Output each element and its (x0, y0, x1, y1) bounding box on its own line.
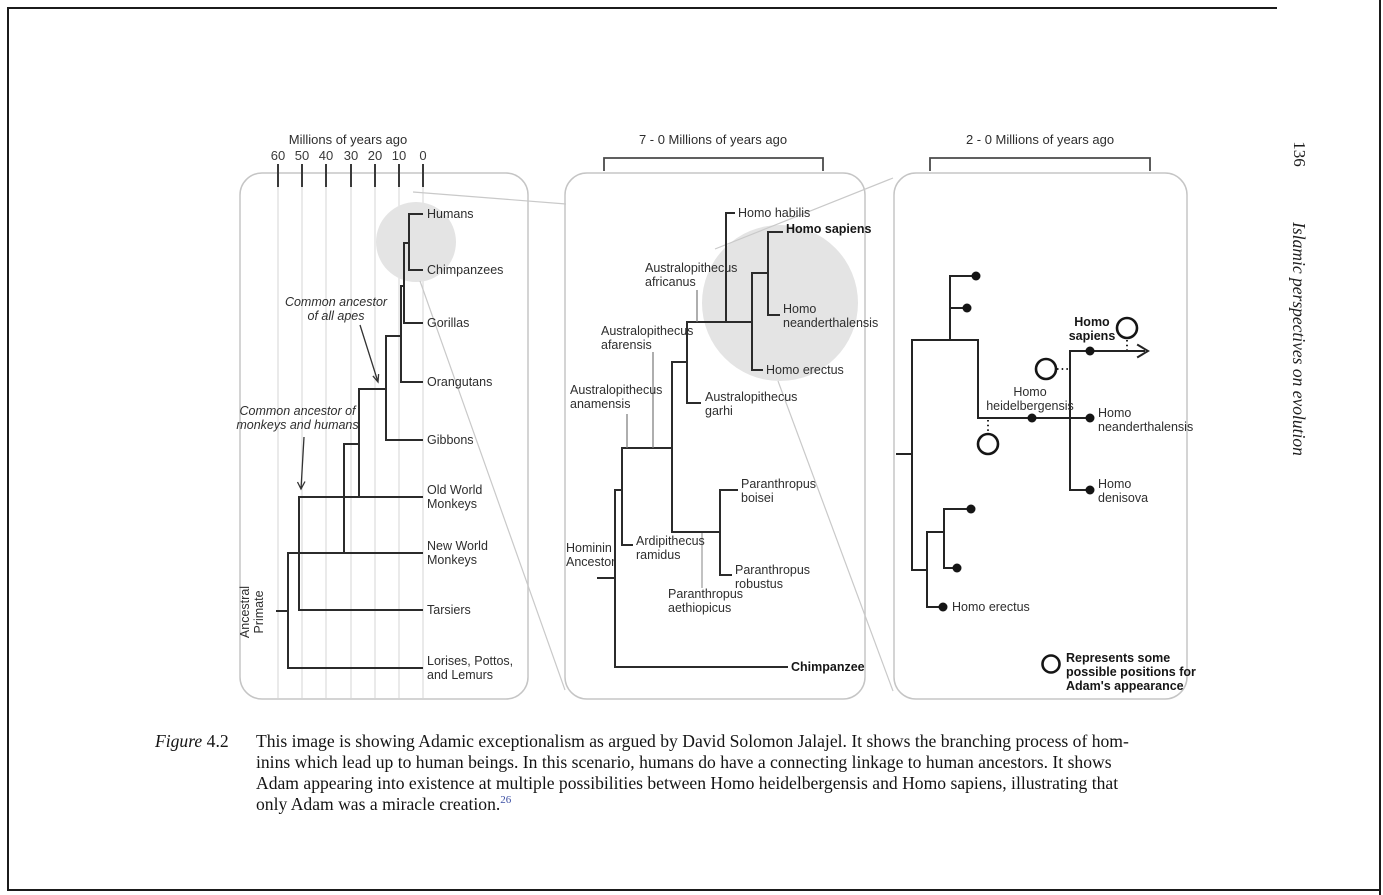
middle-range-bracket (604, 158, 823, 171)
taxon-australopithecus-anamensis: Australopithecus anamensis (570, 383, 663, 411)
leaf-chimpanzees: Chimpanzees (427, 263, 504, 277)
figure-caption-label (155, 731, 229, 752)
taxon-chimpanzee: Chimpanzee (791, 660, 865, 674)
leaf-tarsiers: Tarsiers (427, 603, 471, 617)
right-range-title: 2 - 0 Millions of years ago (965, 132, 1115, 147)
running-head: Islamic perspectives on evolution (1289, 222, 1309, 456)
taxon-homo-denisova: Homo denisova (1098, 477, 1149, 505)
taxon-paranthropus-aethiopicus: Paranthropus aethiopicus (668, 587, 744, 615)
tick-50: 50 (294, 148, 310, 163)
taxon-australopithecus-garhi: Australopithecus garhi (705, 390, 798, 418)
right-range-bracket (930, 158, 1150, 171)
caption-line-1: This image is showing Adamic exceptionalism as argued by David Solomon Jalajel. It shows the branching process of hom- (256, 731, 1129, 751)
tick-0: 0 (419, 148, 427, 163)
annotation-common-ancestor-apes: Common ancestor of all apes (284, 295, 388, 323)
taxon-homo-erectus-mid: Homo erectus (766, 363, 844, 377)
taxon-australopithecus-afarensis: Australopithecus afarensis (601, 324, 694, 352)
legend-circle (1043, 656, 1060, 673)
tick-60: 60 (270, 148, 286, 163)
adam-legend-text: Represents some possible positions for Adam's appearance (1066, 651, 1196, 693)
adam-circle-below-heidelbergensis (978, 434, 998, 454)
page-number: 136 (1290, 141, 1309, 167)
taxon-australopithecus-africanus: Australopithecus africanus (645, 261, 738, 289)
taxon-homo-habilis: Homo habilis (738, 206, 811, 220)
leaf-old-world-monkeys: Old World Monkeys (427, 483, 483, 511)
taxon-homo-sapiens-mid: Homo sapiens (786, 222, 872, 236)
adam-circle-left-of-branch (1036, 359, 1056, 379)
range-brackets (604, 158, 1150, 171)
figure-word: Figure (155, 731, 203, 751)
tick-30: 30 (343, 148, 359, 163)
caption-line-3: Adam appearing into existence at multiple possibilities between Homo heidelbergensis and Homo sapiens, illustrating that (256, 773, 1119, 793)
taxon-homo-sapiens-right: Homo sapiens (1068, 315, 1116, 343)
tick-40: 40 (318, 148, 334, 163)
tick-10: 10 (391, 148, 407, 163)
taxon-hominin-ancestor: Hominin Ancestor (566, 541, 616, 569)
leaf-new-world-monkeys: New World Monkeys (427, 539, 488, 567)
taxon-ardipithecus-ramidus: Ardipithecus ramidus (636, 534, 705, 562)
caption-line-2: inins which lead up to human beings. In this scenario, humans do have a connecting linkage to human ancestors. It shows (256, 752, 1112, 772)
leaf-lorises-pottos-lemurs: Lorises, Pottos, and Lemurs (427, 654, 514, 682)
annotation-common-ancestor-monkeys: Common ancestor of monkeys and humans (236, 404, 359, 432)
leaf-orangutans: Orangutans (427, 375, 493, 389)
taxon-homo-heidelbergensis: Homo heidelbergensis (986, 385, 1074, 413)
caption-line-4: only Adam was a miracle creation.$^{26}$ (256, 794, 512, 814)
leaf-humans: Humans (427, 207, 474, 221)
leaf-gorillas: Gorillas (427, 316, 470, 330)
taxon-paranthropus-robustus: Paranthropus robustus (735, 563, 811, 591)
footnote-reference: 26 (500, 794, 512, 807)
figure-number: 4.2 (206, 731, 229, 751)
taxon-homo-erectus-right: Homo erectus (952, 600, 1030, 614)
middle-range-title: 7 - 0 Millions of years ago (638, 132, 788, 147)
taxon-paranthropus-boisei: Paranthropus boisei (741, 477, 817, 505)
root-label-ancestral-primate: Ancestral Primate (238, 585, 266, 639)
figure-caption-body (256, 731, 1291, 815)
taxon-homo-neanderthalensis-mid: Homo neanderthalensis (783, 302, 879, 330)
tick-20: 20 (367, 148, 383, 163)
leaf-gibbons: Gibbons (427, 433, 474, 447)
left-axis-title: Millions of years ago (288, 132, 408, 147)
right-panel-box (894, 173, 1187, 699)
taxon-homo-neanderthalensis-right: Homo neanderthalensis (1098, 406, 1194, 434)
